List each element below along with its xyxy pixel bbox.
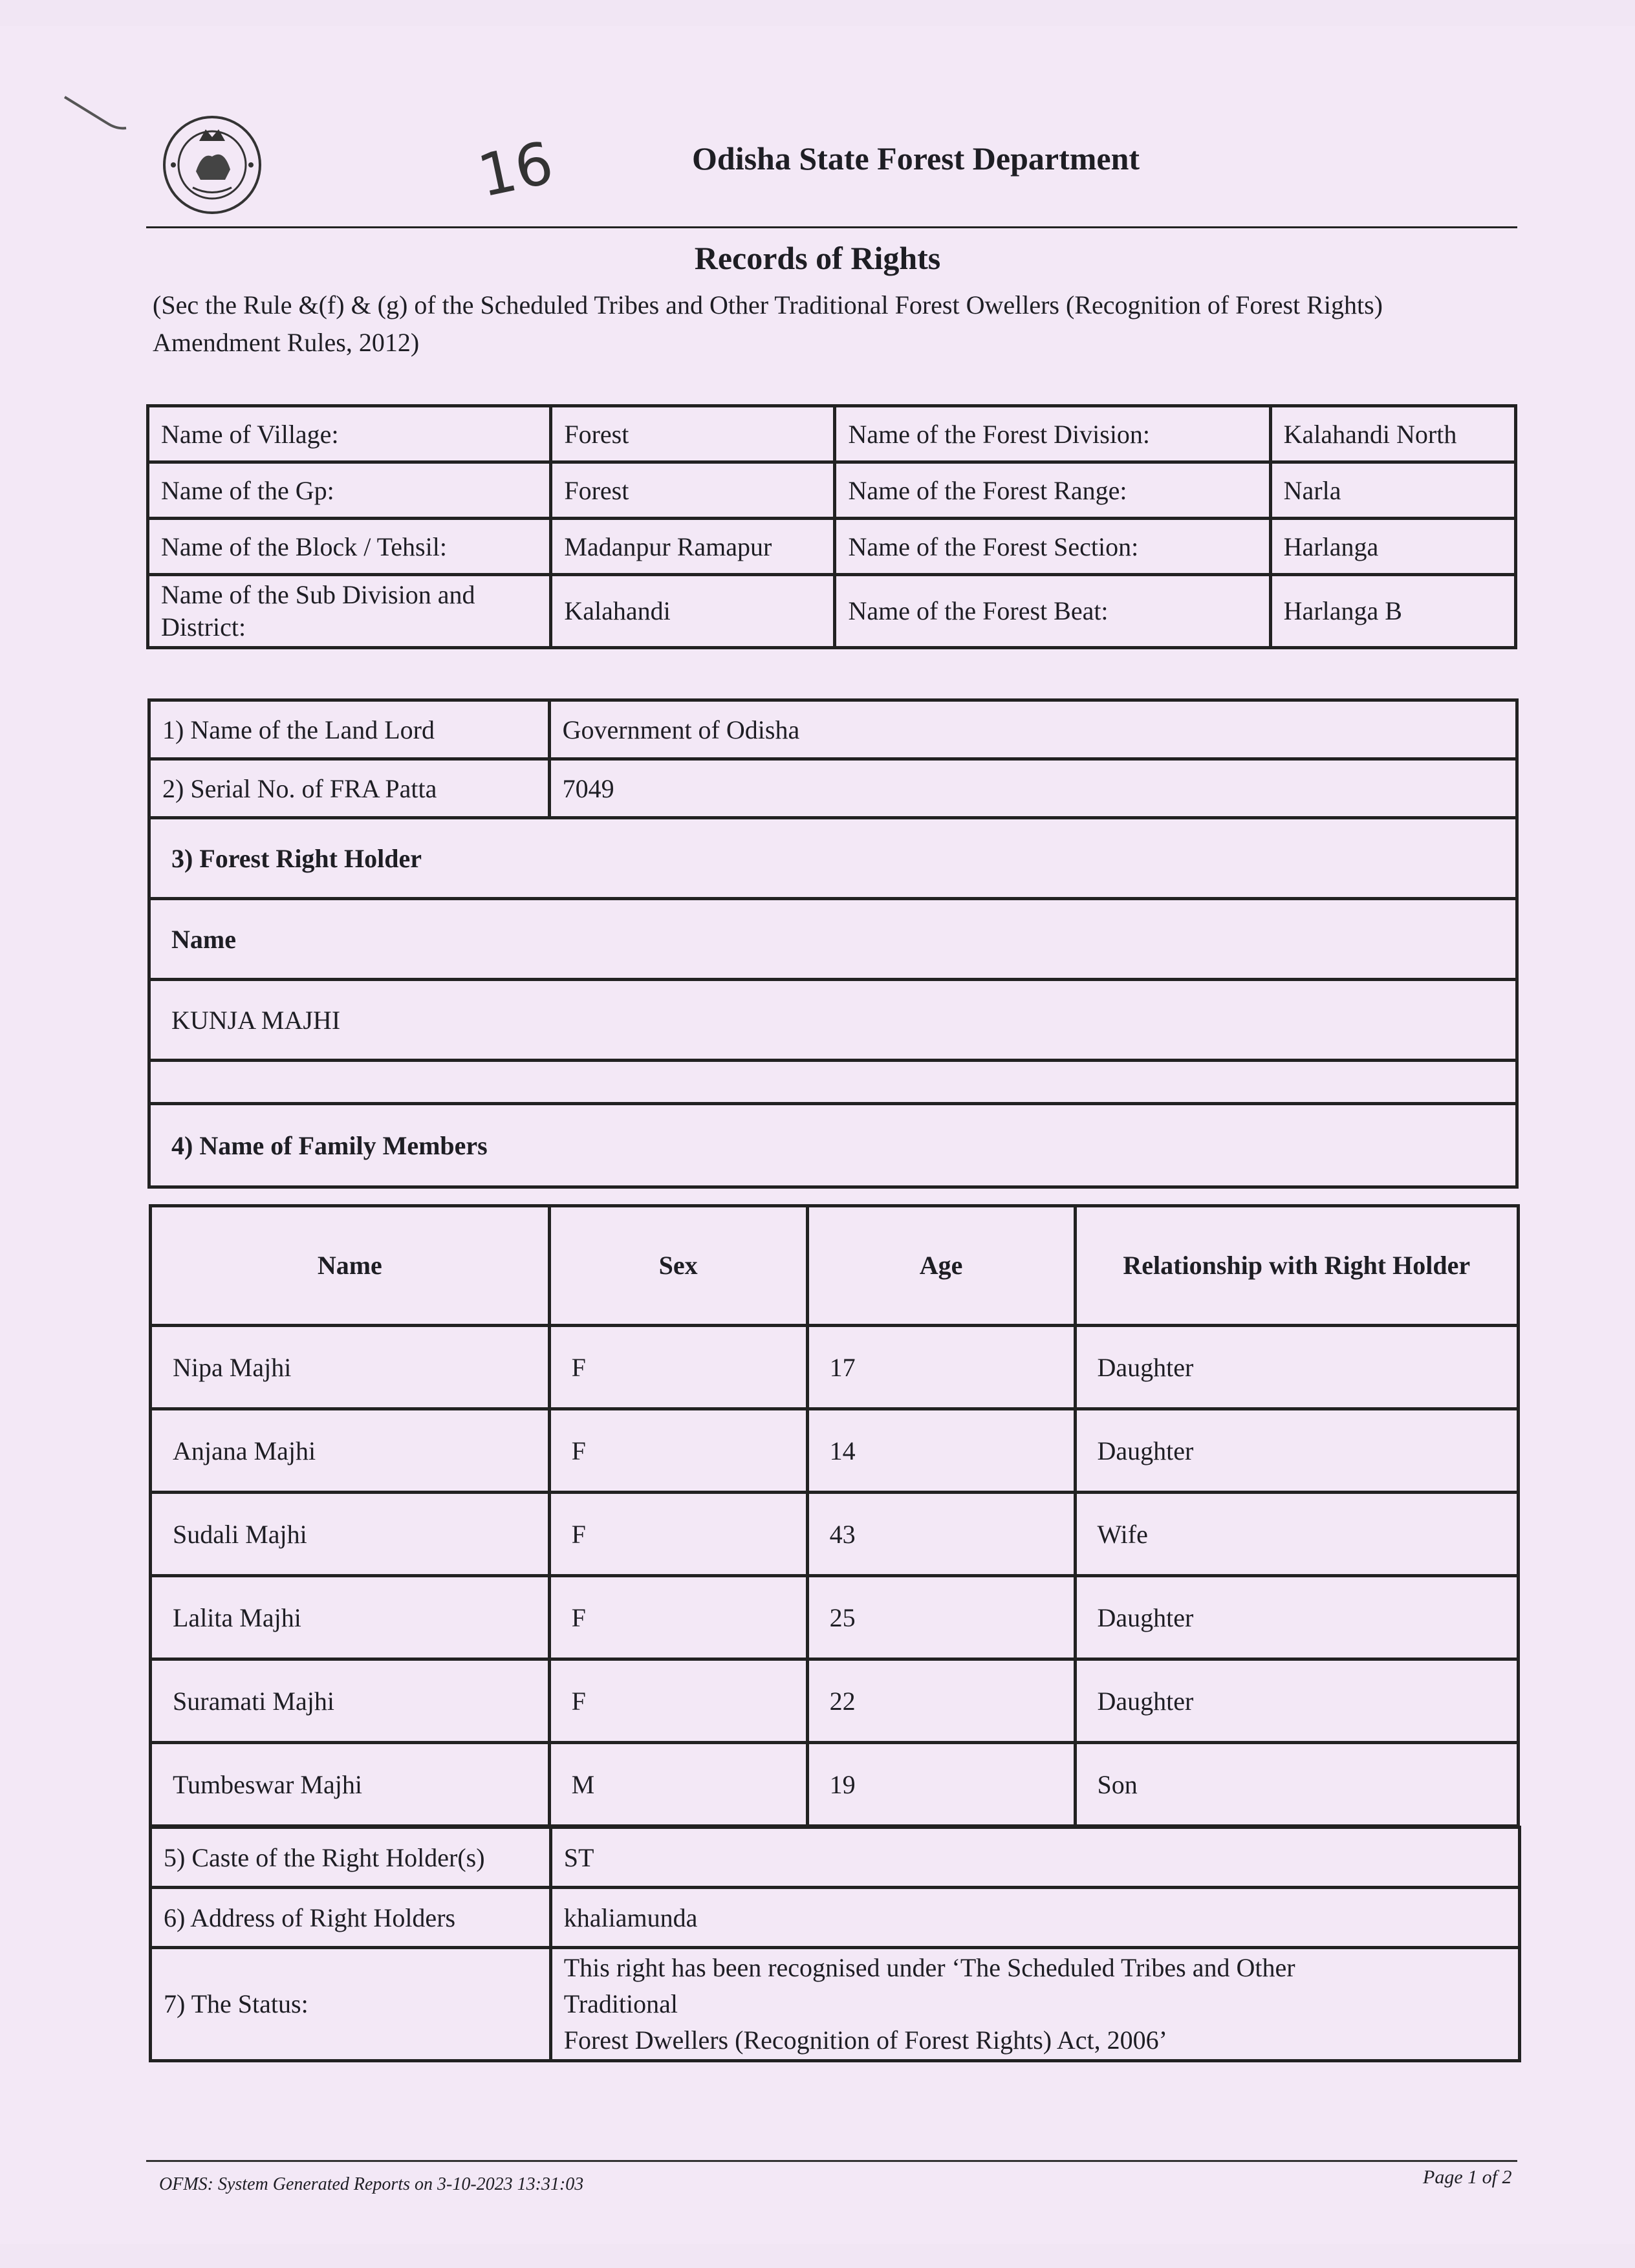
- member-sex: F: [549, 1409, 807, 1493]
- division-value: Kalahandi North: [1270, 406, 1515, 462]
- member-name: Suramati Majhi: [151, 1659, 550, 1743]
- status-label: 7) The Status:: [151, 1948, 551, 2061]
- subdivision-label: Name of the Sub Division and District:: [148, 575, 551, 648]
- member-relation: Wife: [1075, 1493, 1519, 1576]
- table-header-row: [151, 1206, 1519, 1326]
- rule-reference: (Sec the Rule &(f) & (g) of the Scheduled Tribes and Other Traditional Forest Owellers (Recognition of Forest Rights) Amendment Rules, 2012): [153, 290, 1383, 357]
- member-age: 43: [807, 1493, 1075, 1576]
- table-row: [148, 462, 1516, 519]
- blank-cell: [149, 1061, 1517, 1104]
- status-line-2: Traditional: [563, 1989, 678, 2018]
- member-age: 17: [807, 1326, 1075, 1409]
- member-age: 19: [807, 1743, 1075, 1826]
- member-name: Nipa Majhi: [151, 1326, 550, 1409]
- member-name: Sudali Majhi: [151, 1493, 550, 1576]
- status-line-3: Forest Dwellers (Recognition of Forest Rights) Act, 2006’: [563, 2025, 1167, 2055]
- member-age: 14: [807, 1409, 1075, 1493]
- member-relation: Daughter: [1075, 1659, 1519, 1743]
- right-holder-heading: 3) Forest Right Holder: [149, 818, 1517, 899]
- table-row: [151, 1828, 1520, 1888]
- serial-value: 7049: [549, 759, 1517, 818]
- details-table: [149, 1826, 1521, 2062]
- member-age: 25: [807, 1576, 1075, 1659]
- family-heading: 4) Name of Family Members: [149, 1104, 1517, 1187]
- name-heading: Name: [149, 899, 1517, 980]
- serial-label: 2) Serial No. of FRA Patta: [149, 759, 550, 818]
- table-row: [148, 519, 1516, 575]
- landlord-value: Government of Odisha: [549, 700, 1517, 759]
- table-row: [151, 1326, 1519, 1409]
- section-label: Name of the Forest Section:: [835, 519, 1270, 575]
- address-value: khaliamunda: [550, 1888, 1519, 1948]
- column-header-age: Age: [807, 1206, 1075, 1326]
- section-value: Harlanga: [1270, 519, 1515, 575]
- table-row: [148, 406, 1516, 462]
- caste-value: ST: [550, 1828, 1519, 1888]
- subdivision-value: Kalahandi: [551, 575, 835, 648]
- location-table: [146, 404, 1517, 649]
- landlord-label: 1) Name of the Land Lord: [149, 700, 550, 759]
- table-row: [151, 1409, 1519, 1493]
- footer-divider: [146, 2160, 1517, 2162]
- table-row: [148, 575, 1516, 648]
- table-row: [149, 818, 1517, 899]
- column-header-name: Name: [151, 1206, 550, 1326]
- caste-label: 5) Caste of the Right Holder(s): [151, 1828, 551, 1888]
- department-title: Odisha State Forest Department: [692, 140, 1140, 177]
- column-header-relationship: Relationship with Right Holder: [1075, 1206, 1519, 1326]
- right-holder-name: KUNJA MAJHI: [149, 980, 1517, 1061]
- status-value: [550, 1948, 1519, 2061]
- header-divider: [146, 226, 1517, 228]
- table-row: [151, 1888, 1520, 1948]
- member-relation: Daughter: [1075, 1576, 1519, 1659]
- table-row: [151, 1948, 1520, 2061]
- member-relation: Daughter: [1075, 1326, 1519, 1409]
- gp-label: Name of the Gp:: [148, 462, 551, 519]
- table-row: [149, 759, 1517, 818]
- member-sex: F: [549, 1576, 807, 1659]
- table-row: [151, 1493, 1519, 1576]
- handwritten-page-number: 16: [472, 129, 559, 211]
- member-name: Anjana Majhi: [151, 1409, 550, 1493]
- table-row: [149, 1061, 1517, 1104]
- page-title: Records of Rights: [694, 240, 941, 276]
- family-members-table: [149, 1204, 1520, 1828]
- member-age: 22: [807, 1659, 1075, 1743]
- odisha-emblem-seal-icon: [160, 103, 264, 217]
- member-sex: F: [549, 1326, 807, 1409]
- document-page: [0, 26, 1635, 2244]
- village-label: Name of Village:: [148, 406, 551, 462]
- generated-timestamp: OFMS: System Generated Reports on 3-10-2023 13:31:03: [159, 2174, 584, 2194]
- block-label: Name of the Block / Tehsil:: [148, 519, 551, 575]
- pen-stroke-mark: [61, 91, 133, 136]
- gp-value: Forest: [551, 462, 835, 519]
- member-sex: M: [549, 1743, 807, 1826]
- member-name: Tumbeswar Majhi: [151, 1743, 550, 1826]
- member-relation: Son: [1075, 1743, 1519, 1826]
- table-row: [151, 1576, 1519, 1659]
- member-relation: Daughter: [1075, 1409, 1519, 1493]
- block-value: Madanpur Ramapur: [551, 519, 835, 575]
- table-row: [149, 1104, 1517, 1187]
- page-number: Page 1 of 2: [1423, 2166, 1512, 2188]
- holder-table: [147, 698, 1519, 1189]
- table-row: [149, 980, 1517, 1061]
- table-row: [149, 899, 1517, 980]
- address-label: 6) Address of Right Holders: [151, 1888, 551, 1948]
- village-value: Forest: [551, 406, 835, 462]
- range-value: Narla: [1270, 462, 1515, 519]
- column-header-sex: Sex: [549, 1206, 807, 1326]
- member-name: Lalita Majhi: [151, 1576, 550, 1659]
- table-row: [151, 1743, 1519, 1826]
- division-label: Name of the Forest Division:: [835, 406, 1270, 462]
- range-label: Name of the Forest Range:: [835, 462, 1270, 519]
- status-line-1: This right has been recognised under ‘The Scheduled Tribes and Other: [563, 1953, 1295, 1982]
- table-row: [151, 1659, 1519, 1743]
- beat-label: Name of the Forest Beat:: [835, 575, 1270, 648]
- member-sex: F: [549, 1659, 807, 1743]
- table-row: [149, 700, 1517, 759]
- beat-value: Harlanga B: [1270, 575, 1515, 648]
- member-sex: F: [549, 1493, 807, 1576]
